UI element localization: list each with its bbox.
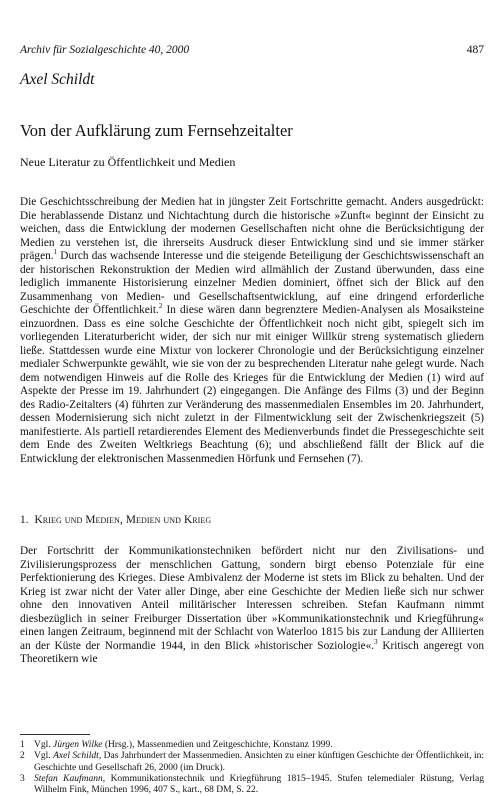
footnote-author: Jürgen Wilke bbox=[53, 740, 103, 750]
article-author: Axel Schildt bbox=[20, 71, 95, 88]
footnote: 2 Vgl. Axel Schildt, Das Jahrhundert der Massenmedien. Ansichten zu einer künftigen Geschichte der Öffentlichkeit, in: Geschichte und Gesellschaft 26, 2000 (im Druck). bbox=[20, 751, 484, 773]
footnote: 1 Vgl. Jürgen Wilke (Hrsg.), Massenmedien und Zeitgeschichte, Konstanz 1999. bbox=[20, 740, 333, 750]
running-head bbox=[20, 44, 484, 56]
footnote-divider bbox=[20, 734, 90, 735]
footnote: 3 Stefan Kaufmann, Kommunikationstechnik und Kriegführung 1815–1945. Stufen telemedialer Rüstung, Verlag Wilhelm Fink, München 1996, 407 S., kart., 68 DM, S. 22. bbox=[20, 773, 484, 796]
footnote-number: 1 bbox=[20, 740, 25, 750]
section-heading bbox=[20, 514, 211, 526]
footnote-number: 2 bbox=[20, 751, 25, 762]
footnote-ref-1[interactable]: 1 bbox=[53, 248, 58, 257]
footnote-author: Stefan Kaufmann bbox=[34, 773, 103, 784]
section-paragraph: Der Fortschritt der Kommunikationstechniken befördert nicht nur den Zivilisations- und Zivilisierungsprozess der menschlichen Gattung, sondern birgt ebenso Potenziale für eine Perfektionierung des Krieges. Diese Ambivalenz der Moderne ist stets im Blick zu behalten. Und der Krieg ist zwar nicht der Vater aller Dinge, aber eine Geschichte der Medien ließe sich nur schwer ohne den innovativen Anteil militärischer Interessen schreiben. Stefan Kaufmann nimmt diesbezüglich in seiner Freiburger Dissertation über »Kommunikationstechnik und Kriegführung« einen langen Zeitraum, beginnend mit der Schlacht von Waterloo 1815 bis zur Landung der Alliierten an der Küste der Normandie 1944, in den Blick »historischer Soziologie«.$^3$ Kritisch angeregt von Theoretikern wie bbox=[20, 545, 484, 665]
article-title: Von der Aufklärung zum Fernsehzeitalter bbox=[20, 121, 293, 140]
footnote-ref-2[interactable]: 2 bbox=[158, 302, 163, 311]
section-number: 1. bbox=[20, 514, 29, 526]
footnote-author: Axel Schildt bbox=[53, 751, 99, 762]
page-number: 487 bbox=[466, 44, 484, 56]
journal-citation: Archiv für Sozialgeschichte 40, 2000 bbox=[20, 44, 190, 56]
footnotes bbox=[20, 740, 484, 796]
article-subtitle: Neue Literatur zu Öffentlichkeit und Medien bbox=[20, 155, 236, 169]
footnote-ref-3[interactable]: 3 bbox=[374, 637, 378, 646]
intro-paragraph: Die Geschichtsschreibung der Medien hat in jüngster Zeit Fortschritte gemacht. Anders ausgedrückt: Die herablassende Distanz und Nichtachtung durch die historische »Zunft« beginnt der Einsicht zu weichen, dass die Entwicklung der modernen Gesellschaften nicht ohne die Berücksichtigung der Medien zu verstehen ist, die ihrerseits Ausdruck dieser Entwicklung sind und sie immer stärker prägen.$^1$ Durch das wachsende Interesse und die steigende Beteiligung der Geschichtswissenschaft an der historischen Rekonstruktion der Medien wird allmählich der Zustand überwunden, dass eine lediglich immanente Historisierung einzelner Medien dominiert, öffnet sich der Blick auf den Zusammenhang von Medien- und Gesellschaftsentwicklung, auf eine dringend erforderliche Geschichte der Öffentlichkeit.$^2$ In diese wären dann begrenztere Medien-Analysen als Mosaiksteine einzuordnen. Dass es eine solche Geschichte der Öffentlichkeit noch nicht gibt, spiegelt sich im vorliegenden Literaturbericht wider, der sich nur mit einiger Willkür streng systematisch gliedern ließe. Stattdessen wurde eine Mixtur von lockerer Chronologie und der Berücksichtigung einzelner medialer Schwerpunkte gewählt, wie sie von der zu besprechenden Literatur nahe gelegt wurde. Nach dem notwendigen Hinweis auf die Rolle des Krieges für die Entwicklung der Medien (1) wird auf Aspekte der Presse im 19. Jahrhundert (2) eingegangen. Die Anfänge des Films (3) und der Beginn des Radio-Zeitalters (4) führten zur Veränderung des massenmedialen Ensembles im 20. Jahrhundert, dessen Modernisierung sich nicht zuletzt in der Filmentwicklung seit der Zwischenkriegszeit (5) manifestierte. Als partiell retardierendes Element des Medienverbunds findet die Pressegeschichte seit dem Ende des Zweiten Weltkriegs Beachtung (6); und abschließend fällt der Blick auf die Entwicklung der elektronischen Massenmedien Hörfunk und Fernsehen (7). bbox=[20, 196, 484, 465]
footnote-number: 3 bbox=[20, 773, 25, 784]
section-title: Krieg und Medien, Medien und Krieg bbox=[34, 514, 212, 526]
